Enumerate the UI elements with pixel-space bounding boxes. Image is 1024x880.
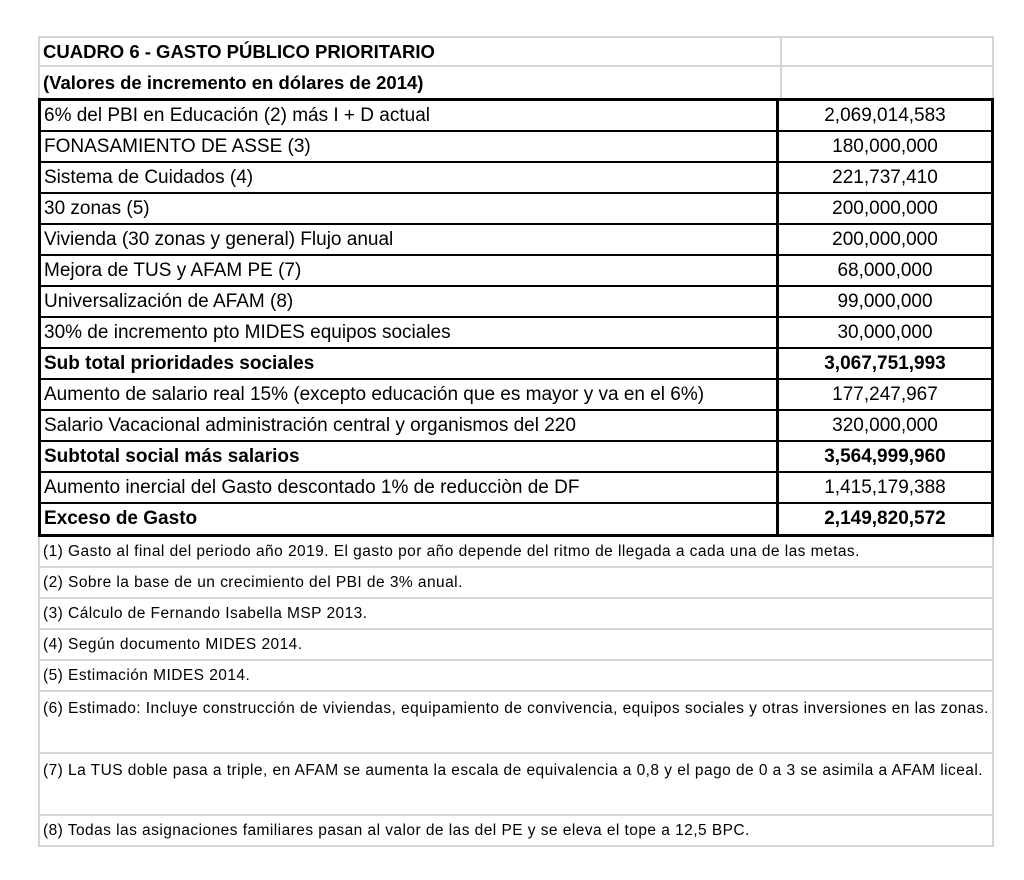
row-label: Salario Vacacional administración central y organismos del 220 [41, 411, 779, 440]
row-value: 3,564,999,960 [824, 445, 946, 467]
footnote [38, 630, 994, 661]
table-row [41, 256, 991, 287]
row-value: 180,000,000 [832, 135, 938, 157]
footnote-text: (3) Cálculo de Fernando Isabella MSP 2013. [43, 604, 368, 622]
row-label: Aumento de salario real 15% (excepto educación que es mayor y va en el 6%) [41, 380, 779, 409]
footnote-text: (6) Estimado: Incluye construcción de viviendas, equipamiento de convivencia, equipos sociales y otras inversiones en las zonas. [43, 700, 989, 717]
table-row [41, 225, 991, 256]
footnote-text: (4) Según documento MIDES 2014. [43, 635, 303, 653]
row-value: 3,067,751,993 [824, 352, 946, 374]
row-value: 1,415,179,388 [824, 476, 946, 498]
footnote [38, 537, 994, 568]
row-value: 200,000,000 [832, 197, 938, 219]
table-subtitle: (Valores de incremento en dólares de 2014) [43, 71, 424, 93]
empty-cell [780, 38, 992, 65]
row-label: Universalización de AFAM (8) [41, 287, 779, 316]
row-value: 2,149,820,572 [824, 508, 946, 529]
table-row [41, 473, 991, 504]
row-label: Mejora de TUS y AFAM PE (7) [41, 256, 779, 285]
table-row [41, 163, 991, 194]
table-title: CUADRO 6 - GASTO PÚBLICO PRIORITARIO [43, 40, 435, 62]
footnotes [38, 537, 994, 847]
table-row [41, 287, 991, 318]
footnote [38, 754, 994, 816]
subtotal-row [41, 349, 991, 380]
row-label: 6% del PBI en Educación (2) más I + D actual [41, 101, 779, 130]
row-value: 2,069,014,583 [824, 104, 946, 126]
subtotal-row [41, 442, 991, 473]
row-label: Vivienda (30 zonas y general) Flujo anual [41, 225, 779, 254]
row-label: 30% de incremento pto MIDES equipos sociales [41, 318, 779, 347]
row-label: Aumento inercial del Gasto descontado 1% de reducciòn de DF [41, 473, 779, 502]
table-row [41, 101, 991, 132]
row-label: Sistema de Cuidados (4) [41, 163, 779, 192]
footnote [38, 661, 994, 692]
footnote-text: (2) Sobre la base de un crecimiento del PBI de 3% anual. [43, 573, 463, 591]
table-row [41, 194, 991, 225]
table-subtitle-row [38, 67, 994, 98]
spending-table [38, 36, 994, 847]
row-value: 177,247,967 [832, 383, 938, 405]
row-label: Exceso de Gasto [41, 504, 779, 534]
row-value: 221,737,410 [832, 166, 938, 188]
footnote [38, 599, 994, 630]
row-label: 30 zonas (5) [41, 194, 779, 223]
footnote [38, 568, 994, 599]
footnote [38, 692, 994, 754]
row-value: 320,000,000 [832, 414, 938, 436]
row-value: 30,000,000 [837, 321, 933, 343]
row-value: 99,000,000 [837, 290, 933, 312]
total-row [41, 504, 991, 534]
footnote-text: (7) La TUS doble pasa a triple, en AFAM se aumenta la escala de equivalencia a 0,8 y el pago de 0 a 3 se asimila a AFAM liceal. [43, 762, 984, 779]
row-label: Subtotal social más salarios [41, 442, 779, 471]
table-row [41, 132, 991, 163]
footnote-text: (5) Estimación MIDES 2014. [43, 666, 251, 684]
row-value: 200,000,000 [832, 228, 938, 250]
row-label: FONASAMIENTO DE ASSE (3) [41, 132, 779, 161]
footnote-text: (8) Todas las asignaciones familiares pasan al valor de las del PE y se eleva el tope a 12,5 BPC. [43, 821, 750, 839]
footnote-text: (1) Gasto al final del periodo año 2019. El gasto por año depende del ritmo de llegada a cada una de las metas. [43, 542, 860, 560]
row-value: 68,000,000 [837, 259, 933, 281]
table-row [41, 411, 991, 442]
table-row [41, 380, 991, 411]
table-row [41, 318, 991, 349]
empty-cell [780, 67, 992, 98]
row-label: Sub total prioridades sociales [41, 349, 779, 378]
data-block [38, 98, 994, 537]
footnote [38, 816, 994, 847]
table-title-row [38, 36, 994, 67]
